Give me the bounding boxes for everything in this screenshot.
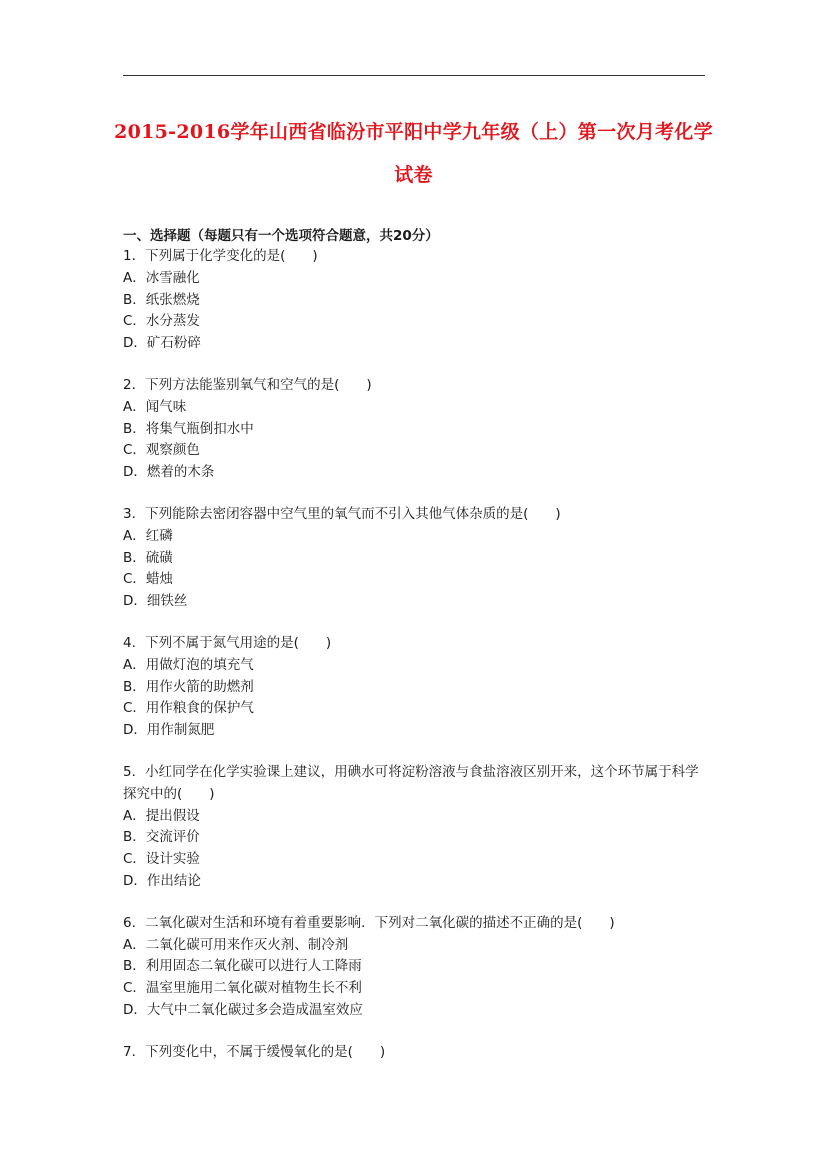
question-stem: 4．下列不属于氮气用途的是( ) [123,634,332,651]
option-b: B．硫磺 [123,549,173,566]
option-b: B．交流评价 [123,829,200,846]
question-7 [123,1042,723,1064]
section-heading: 一、选择题（每题只有一个选项符合题意，共20分） [123,228,439,244]
question-6 [123,913,723,1022]
option-d: D．燃着的木条 [123,464,215,481]
page-title: 2015-2016学年山西省临汾市平阳中学九年级（上）第一次月考化学 [114,121,713,143]
question-3 [123,504,723,613]
page-title-continued: 试卷 [394,164,433,186]
option-a: A．用做灯泡的填充气 [123,656,254,673]
option-b: B．用作火箭的助燃剂 [123,678,254,695]
option-a: A．二氧化碳可用来作灭火剂、制冷剂 [123,936,349,953]
question-5 [123,762,723,893]
header-rule [123,75,705,76]
question-2 [123,375,723,484]
option-c: C．温室里施用二氧化碳对植物生长不利 [123,980,362,997]
option-d: D．用作制氮肥 [123,722,215,739]
question-1 [123,246,723,355]
option-b: B．利用固态二氧化碳可以进行人工降雨 [123,958,362,975]
question-stem: 6．二氧化碳对生活和环境有着重要影响．下列对二氧化碳的描述不正确的是( ) [123,914,615,931]
question-stem: 1．下列属于化学变化的是( ) [123,248,318,264]
question-stem: 5．小红同学在化学实验课上建议，用碘水可将淀粉溶液与食盐溶液区别开来，这个环节属于科学探究中的( ) [123,763,699,802]
option-c: C．设计实验 [123,851,200,868]
question-list [123,246,723,1084]
option-d: D．细铁丝 [123,593,188,610]
option-d: D．作出结论 [123,872,201,889]
question-stem: 2．下列方法能鉴别氧气和空气的是( ) [123,376,372,393]
question-stem: 3．下列能除去密闭容器中空气里的氧气而不引入其他气体杂质的是( ) [123,505,561,522]
option-c: C．水分蒸发 [123,313,200,330]
option-c: C．蜡烛 [123,571,173,588]
option-c: C．观察颜色 [123,442,200,459]
option-a: A．冰雪融化 [123,269,200,286]
option-b: B．将集气瓶倒扣水中 [123,420,254,437]
option-c: C．用作粮食的保护气 [123,700,254,717]
question-stem: 7．下列变化中，不属于缓慢氧化的是( ) [123,1043,386,1060]
option-a: A．红磷 [123,527,173,544]
option-a: A．提出假设 [123,807,200,824]
option-d: D．矿石粉碎 [123,335,201,352]
option-b: B．纸张燃烧 [123,291,200,308]
option-d: D．大气中二氧化碳过多会造成温室效应 [123,1001,363,1018]
question-4 [123,633,723,742]
option-a: A．闻气味 [123,398,187,415]
